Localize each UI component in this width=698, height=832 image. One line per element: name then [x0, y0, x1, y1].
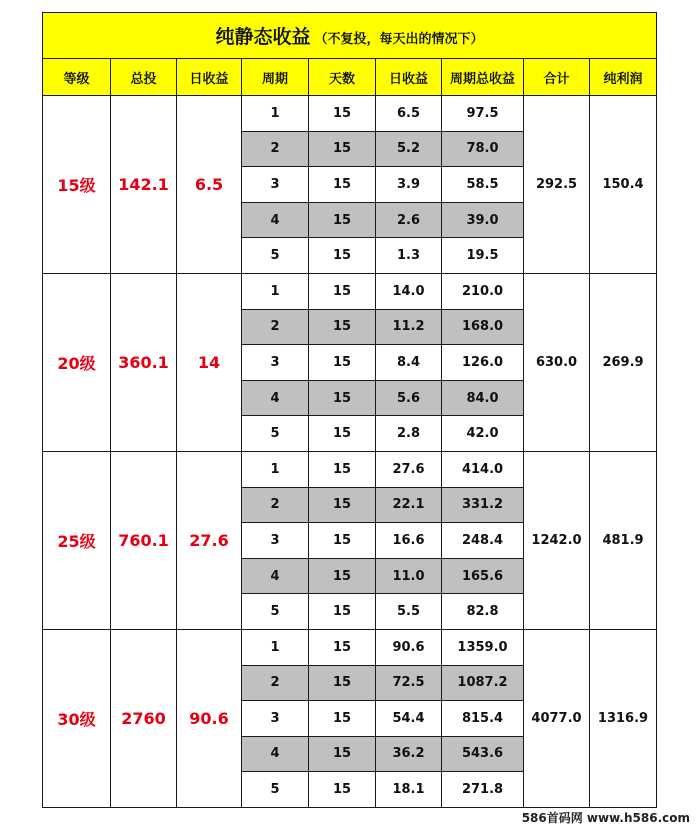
- days-cell: 15: [309, 701, 376, 737]
- total-invest-cell: 360.1: [111, 273, 177, 451]
- period-cell: 2: [242, 665, 309, 701]
- header-net-profit: 纯利润: [590, 59, 657, 96]
- sum-cell: 292.5: [524, 96, 590, 274]
- period-daily-cell: 54.4: [376, 701, 442, 737]
- sum-cell: 4077.0: [524, 629, 590, 807]
- period-cell: 2: [242, 131, 309, 167]
- period-total-cell: 126.0: [442, 345, 524, 381]
- period-total-cell: 19.5: [442, 238, 524, 274]
- header-row: [43, 59, 657, 96]
- period-total-cell: 84.0: [442, 380, 524, 416]
- period-total-cell: 39.0: [442, 202, 524, 238]
- daily-income-cell: 90.6: [177, 629, 242, 807]
- net-profit-cell: 150.4: [590, 96, 657, 274]
- table-row: [43, 96, 657, 132]
- daily-income-cell: 27.6: [177, 451, 242, 629]
- header-total-invest: 总投: [111, 59, 177, 96]
- table-title: [43, 13, 657, 59]
- period-cell: 3: [242, 701, 309, 737]
- days-cell: 15: [309, 594, 376, 630]
- period-cell: 5: [242, 416, 309, 452]
- total-invest-cell: 760.1: [111, 451, 177, 629]
- sum-cell: 630.0: [524, 273, 590, 451]
- period-daily-cell: 3.9: [376, 167, 442, 203]
- table-body: [43, 96, 657, 808]
- period-total-cell: 42.0: [442, 416, 524, 452]
- table-row: [43, 451, 657, 487]
- period-daily-cell: 11.0: [376, 558, 442, 594]
- days-cell: 15: [309, 96, 376, 132]
- days-cell: 15: [309, 451, 376, 487]
- days-cell: 15: [309, 309, 376, 345]
- period-cell: 1: [242, 451, 309, 487]
- period-cell: 2: [242, 309, 309, 345]
- period-daily-cell: 36.2: [376, 736, 442, 772]
- net-profit-cell: 481.9: [590, 451, 657, 629]
- days-cell: 15: [309, 202, 376, 238]
- period-cell: 3: [242, 523, 309, 559]
- period-daily-cell: 18.1: [376, 772, 442, 808]
- total-invest-cell: 142.1: [111, 96, 177, 274]
- header-sum: 合计: [524, 59, 590, 96]
- sum-cell: 1242.0: [524, 451, 590, 629]
- period-cell: 3: [242, 345, 309, 381]
- period-cell: 4: [242, 558, 309, 594]
- period-daily-cell: 1.3: [376, 238, 442, 274]
- header-period: 周期: [242, 59, 309, 96]
- days-cell: 15: [309, 273, 376, 309]
- days-cell: 15: [309, 345, 376, 381]
- days-cell: 15: [309, 558, 376, 594]
- header-daily-income: 日收益: [177, 59, 242, 96]
- period-cell: 1: [242, 273, 309, 309]
- title-subtitle: （不复投，每天出的情况下）: [314, 32, 484, 47]
- period-total-cell: 210.0: [442, 273, 524, 309]
- title-row: [43, 13, 657, 59]
- period-daily-cell: 6.5: [376, 96, 442, 132]
- period-daily-cell: 14.0: [376, 273, 442, 309]
- days-cell: 15: [309, 629, 376, 665]
- period-daily-cell: 22.1: [376, 487, 442, 523]
- period-daily-cell: 8.4: [376, 345, 442, 381]
- period-daily-cell: 5.5: [376, 594, 442, 630]
- total-invest-cell: 2760: [111, 629, 177, 807]
- days-cell: 15: [309, 736, 376, 772]
- header-days: 天数: [309, 59, 376, 96]
- period-cell: 1: [242, 629, 309, 665]
- net-profit-cell: 1316.9: [590, 629, 657, 807]
- period-daily-cell: 2.6: [376, 202, 442, 238]
- days-cell: 15: [309, 238, 376, 274]
- table-row: [43, 273, 657, 309]
- days-cell: 15: [309, 772, 376, 808]
- days-cell: 15: [309, 523, 376, 559]
- period-daily-cell: 72.5: [376, 665, 442, 701]
- watermark: 586首码网 www.h586.com: [521, 811, 690, 825]
- days-cell: 15: [309, 167, 376, 203]
- title-main: 纯静态收益: [215, 26, 311, 48]
- period-daily-cell: 11.2: [376, 309, 442, 345]
- days-cell: 15: [309, 416, 376, 452]
- period-cell: 4: [242, 202, 309, 238]
- period-cell: 2: [242, 487, 309, 523]
- period-daily-cell: 16.6: [376, 523, 442, 559]
- period-total-cell: 815.4: [442, 701, 524, 737]
- table-row: [43, 629, 657, 665]
- period-total-cell: 248.4: [442, 523, 524, 559]
- period-cell: 5: [242, 594, 309, 630]
- period-total-cell: 271.8: [442, 772, 524, 808]
- period-daily-cell: 90.6: [376, 629, 442, 665]
- level-cell: 25级: [43, 451, 111, 629]
- header-level: 等级: [43, 59, 111, 96]
- days-cell: 15: [309, 487, 376, 523]
- period-total-cell: 58.5: [442, 167, 524, 203]
- period-cell: 4: [242, 380, 309, 416]
- period-total-cell: 165.6: [442, 558, 524, 594]
- income-table: [42, 12, 657, 808]
- period-total-cell: 97.5: [442, 96, 524, 132]
- days-cell: 15: [309, 131, 376, 167]
- period-total-cell: 168.0: [442, 309, 524, 345]
- period-cell: 3: [242, 167, 309, 203]
- period-cell: 1: [242, 96, 309, 132]
- period-daily-cell: 5.6: [376, 380, 442, 416]
- period-cell: 5: [242, 772, 309, 808]
- daily-income-cell: 6.5: [177, 96, 242, 274]
- period-total-cell: 1359.0: [442, 629, 524, 665]
- days-cell: 15: [309, 665, 376, 701]
- period-total-cell: 78.0: [442, 131, 524, 167]
- level-cell: 30级: [43, 629, 111, 807]
- level-cell: 20级: [43, 273, 111, 451]
- header-period-daily-income: 日收益: [376, 59, 442, 96]
- period-cell: 5: [242, 238, 309, 274]
- period-total-cell: 331.2: [442, 487, 524, 523]
- period-daily-cell: 2.8: [376, 416, 442, 452]
- daily-income-cell: 14: [177, 273, 242, 451]
- level-cell: 15级: [43, 96, 111, 274]
- period-total-cell: 414.0: [442, 451, 524, 487]
- period-total-cell: 82.8: [442, 594, 524, 630]
- period-total-cell: 1087.2: [442, 665, 524, 701]
- period-cell: 4: [242, 736, 309, 772]
- period-daily-cell: 5.2: [376, 131, 442, 167]
- period-daily-cell: 27.6: [376, 451, 442, 487]
- header-period-total: 周期总收益: [442, 59, 524, 96]
- net-profit-cell: 269.9: [590, 273, 657, 451]
- days-cell: 15: [309, 380, 376, 416]
- period-total-cell: 543.6: [442, 736, 524, 772]
